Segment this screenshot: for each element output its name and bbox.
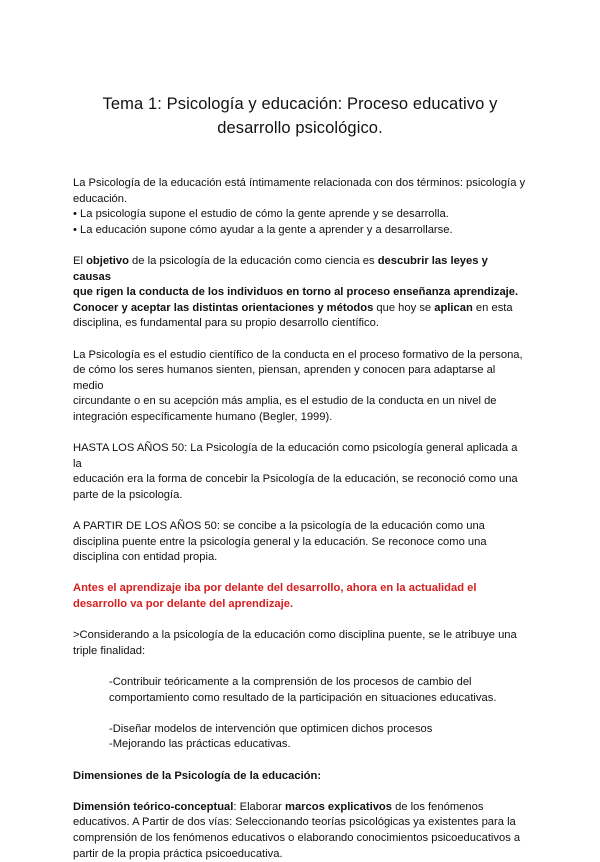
hasta-50-line: parte de la psicología. [73, 488, 183, 501]
red-note [73, 581, 527, 612]
objetivo-line: que rigen la conducta de los individuos en torno al proceso enseñanza aprendizaje. [73, 286, 519, 299]
finalidad-item: -Mejorando las prácticas educativas. [109, 738, 291, 751]
red-note-line: desarrollo va por delante del aprendizaje. [73, 598, 294, 611]
dimensiones-heading: Dimensiones de la Psicología de la educación: [73, 769, 322, 782]
dimension-line: partir de la propia práctica psicoeducativa. [73, 847, 283, 860]
objetivo-line: Conocer y aceptar las distintas orientaciones y métodos que hoy se aplican en esta [73, 301, 513, 314]
a-partir-50-paragraph [73, 519, 527, 566]
red-note-line: Antes el aprendizaje iba por delante del desarrollo, ahora en la actualidad el [73, 582, 477, 595]
finalidades-list [73, 675, 527, 753]
intro-line: educación. [73, 192, 128, 205]
a-partir-50-line: disciplina puente entre la psicología general y la educación. Se reconoce como una [73, 535, 487, 548]
definicion-paragraph [73, 348, 527, 426]
definicion-line: integración específicamente humano (Begler, 1999). [73, 410, 333, 423]
hasta-50-line: educación era la forma de concebir la Psicología de la educación, se reconoció como una [73, 473, 518, 486]
intro-paragraph [73, 176, 527, 238]
dimension-line: educativos. A Partir de dos vías: Seleccionando teorías psicológicas ya existentes para la [73, 816, 516, 829]
objetivo-line: disciplina, es fundamental para su propio desarrollo científico. [73, 317, 379, 330]
hasta-50-paragraph [73, 441, 527, 503]
dimension-teorica-paragraph [73, 800, 527, 862]
a-partir-50-line: A PARTIR DE LOS AÑOS 50: se concibe a la psicología de la educación como una [73, 520, 485, 533]
finalidad-item: comportamiento como resultado de la participación en situaciones educativas. [109, 691, 497, 704]
objetivo-paragraph [73, 254, 527, 332]
puente-paragraph [73, 628, 527, 659]
a-partir-50-line: disciplina con entidad propia. [73, 551, 218, 564]
hasta-50-line: HASTA LOS AÑOS 50: La Psicología de la educación como psicología general aplicada a la [73, 442, 518, 470]
definicion-line: de cómo los seres humanos sienten, piensan, aprenden y conocen para adaptarse al medio [73, 364, 496, 392]
intro-line: La Psicología de la educación está íntimamente relacionada con dos términos: psicología y [73, 177, 526, 189]
objetivo-line: El objetivo de la psicología de la educación como ciencia es descubrir las leyes y causas [73, 254, 488, 283]
puente-line: >Considerando a la psicología de la educación como disciplina puente, se le atribuye una [73, 629, 517, 642]
title-line-1: Tema 1: Psicología y educación: Proceso educativo y [102, 95, 498, 113]
dimension-line: Dimensión teórico-conceptual: Elaborar marcos explicativos de los fenómenos [73, 800, 484, 813]
puente-line: triple finalidad: [73, 644, 146, 657]
title-line-2: desarrollo psicológico. [217, 119, 383, 137]
intro-bullet: • La educación supone cómo ayudar a la gente a aprender y a desarrollarse. [73, 223, 453, 236]
finalidad-item: -Contribuir teóricamente a la comprensión de los procesos de cambio del [109, 676, 472, 688]
intro-bullet: • La psicología supone el estudio de cómo la gente aprende y se desarrolla. [73, 208, 449, 221]
page-title [73, 92, 527, 140]
definicion-line: La Psicología es el estudio científico de la conducta en el proceso formativo de la persona, [73, 348, 523, 361]
definicion-line: circundante o en su acepción más amplia, es el estudio de la conducta en un nivel de [73, 395, 497, 408]
dimension-line: comprensión de los fenómenos educativos o elaborando conocimientos psicoeducativos a [73, 831, 521, 844]
finalidad-item: -Diseñar modelos de intervención que optimicen dichos procesos [109, 722, 433, 735]
